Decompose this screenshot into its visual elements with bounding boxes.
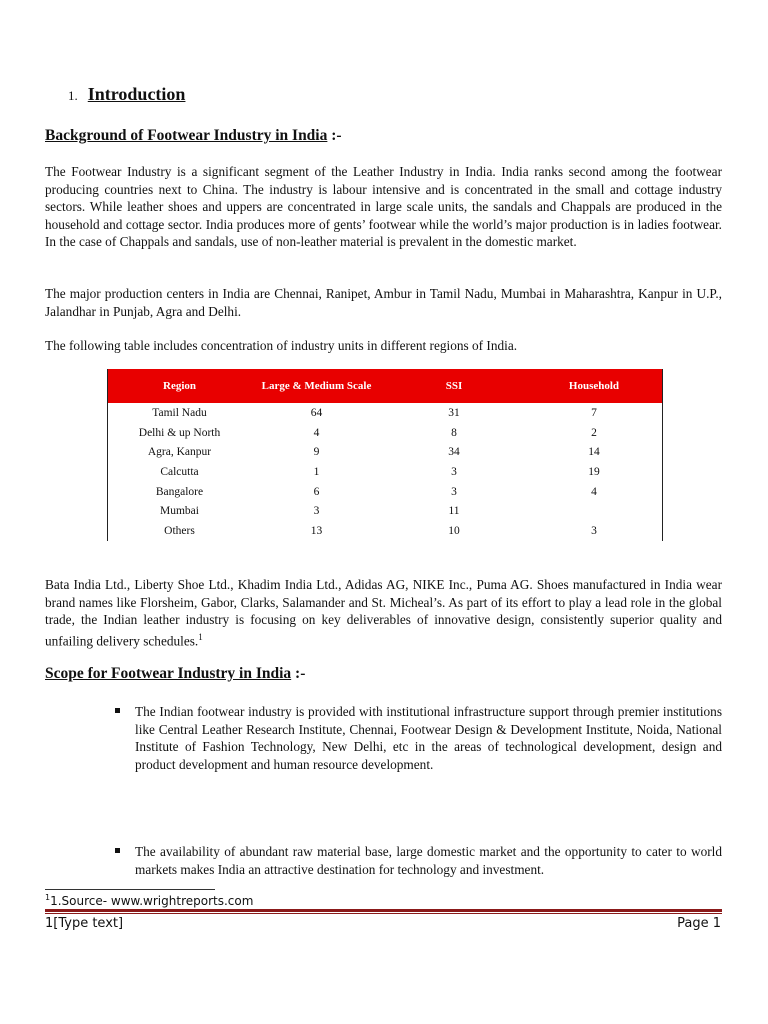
cell-ssi: 11 — [448, 505, 460, 518]
cell-household: 4 — [591, 485, 597, 498]
brands-paragraph — [45, 576, 722, 649]
intro-number: 1. — [68, 88, 78, 103]
footnote-separator — [45, 889, 215, 890]
header-region: Region — [163, 380, 196, 392]
header-large-medium: Large & Medium Scale — [261, 380, 372, 392]
list-item — [115, 843, 722, 878]
cell-ssi: 8 — [451, 426, 457, 439]
table-row — [108, 482, 662, 502]
scope-heading-text: Scope for Footwear Industry in India — [45, 665, 292, 682]
cell-household: 19 — [588, 465, 600, 478]
cell-region: Mumbai — [160, 505, 199, 518]
header-ssi: SSI — [445, 380, 463, 392]
bullet-text: The availability of abundant raw material base, large domestic market and the opportunity to cater to world markets makes India an attractive destination for technology and investment. — [135, 844, 722, 877]
background-heading — [45, 127, 342, 145]
background-paragraph-3: The following table includes concentration of industry units in different regions of India. — [45, 338, 518, 353]
footer-rule-thin — [45, 913, 722, 914]
cell-large-medium: 1 — [313, 465, 320, 478]
footnote-mark: 1 — [45, 893, 51, 902]
scope-heading — [45, 665, 305, 683]
cell-region: Agra, Kanpur — [147, 446, 212, 459]
cell-ssi: 10 — [448, 524, 460, 537]
cell-large-medium: 6 — [313, 485, 320, 498]
regions-table — [107, 369, 663, 541]
cell-large-medium: 64 — [310, 406, 323, 419]
footer-rule — [45, 909, 722, 912]
footnote-reference: 1 — [198, 631, 203, 642]
cell-large-medium: 4 — [313, 426, 320, 439]
footnote — [45, 893, 253, 908]
footnote-text: 1.Source- www.wrightreports.com — [50, 894, 254, 908]
table-row — [108, 442, 662, 462]
table-header — [108, 369, 662, 403]
cell-region: Bangalore — [155, 485, 204, 498]
list-item — [115, 703, 722, 773]
scope-heading-suffix: :- — [291, 665, 306, 682]
header-household: Household — [568, 380, 620, 392]
cell-ssi: 31 — [448, 406, 460, 419]
cell-region: Tamil Nadu — [152, 406, 207, 419]
cell-large-medium: 13 — [310, 524, 323, 537]
table-row — [108, 403, 662, 423]
table-row — [108, 423, 662, 443]
intro-heading — [68, 84, 185, 105]
cell-region: Delhi & up North — [138, 426, 221, 439]
table-row — [108, 501, 662, 521]
cell-large-medium: 9 — [313, 446, 320, 459]
table-row — [108, 521, 662, 541]
cell-household: 7 — [591, 406, 597, 419]
intro-title: Introduction — [87, 84, 186, 104]
cell-household: 14 — [588, 446, 600, 459]
cell-ssi: 3 — [451, 465, 457, 478]
brands-text: Bata India Ltd., Liberty Shoe Ltd., Khadim India Ltd., Adidas AG, NIKE Inc., Puma AG. Shoes manufactured in India wear brand names like Florsheim, Gabor, Clarks, Salamander and St. Micheal’s. As part of its effort to play a lead role in the global trade, the Indian leather industry is focusing on key deliverables of innovative design, consistently superior quality and unfailing delivery schedules. — [45, 577, 722, 648]
footer-left-text[interactable]: 1[Type text] — [45, 916, 124, 931]
cell-household: 2 — [591, 426, 597, 439]
page-number: Page 1 — [677, 916, 721, 931]
bullet-icon — [115, 708, 120, 713]
bullet-text: The Indian footwear industry is provided with institutional infrastructure support through premier institutions like Central Leather Research Institute, Chennai, Footwear Design & Development Institute, Noida, National Institute of Fashion Technology, New Delhi, etc in the areas of technological development, design and product development and human resource development. — [135, 704, 722, 772]
bullet-icon — [115, 848, 120, 853]
background-paragraph-1: The Footwear Industry is a significant segment of the Leather Industry in India. India ranks second among the footwear producing countries next to China. The industry is labour intensive and is concentrated in the small and cottage industry sectors. While leather shoes and uppers are concentrated in large scale units, the sandals and Chappals are produced in the household and cottage sector. India produces more of gents’ footwear while the world’s major production is in ladies footwear. In the case of Chappals and sandals, use of non-leather material is prevalent in the domestic market. — [45, 164, 722, 249]
table-row — [108, 462, 662, 482]
cell-ssi: 34 — [448, 446, 460, 459]
cell-large-medium: 3 — [313, 505, 320, 518]
cell-ssi: 3 — [451, 485, 457, 498]
background-paragraph-2: The major production centers in India are Chennai, Ranipet, Ambur in Tamil Nadu, Mumbai in Maharashtra, Kanpur in U.P., Jalandhar in Punjab, Agra and Delhi. — [45, 286, 722, 319]
cell-region: Others — [164, 524, 195, 537]
cell-household: 3 — [591, 524, 597, 537]
background-heading-suffix: :- — [327, 127, 342, 144]
background-heading-text: Background of Footwear Industry in India — [45, 127, 328, 144]
cell-region: Calcutta — [160, 465, 199, 478]
